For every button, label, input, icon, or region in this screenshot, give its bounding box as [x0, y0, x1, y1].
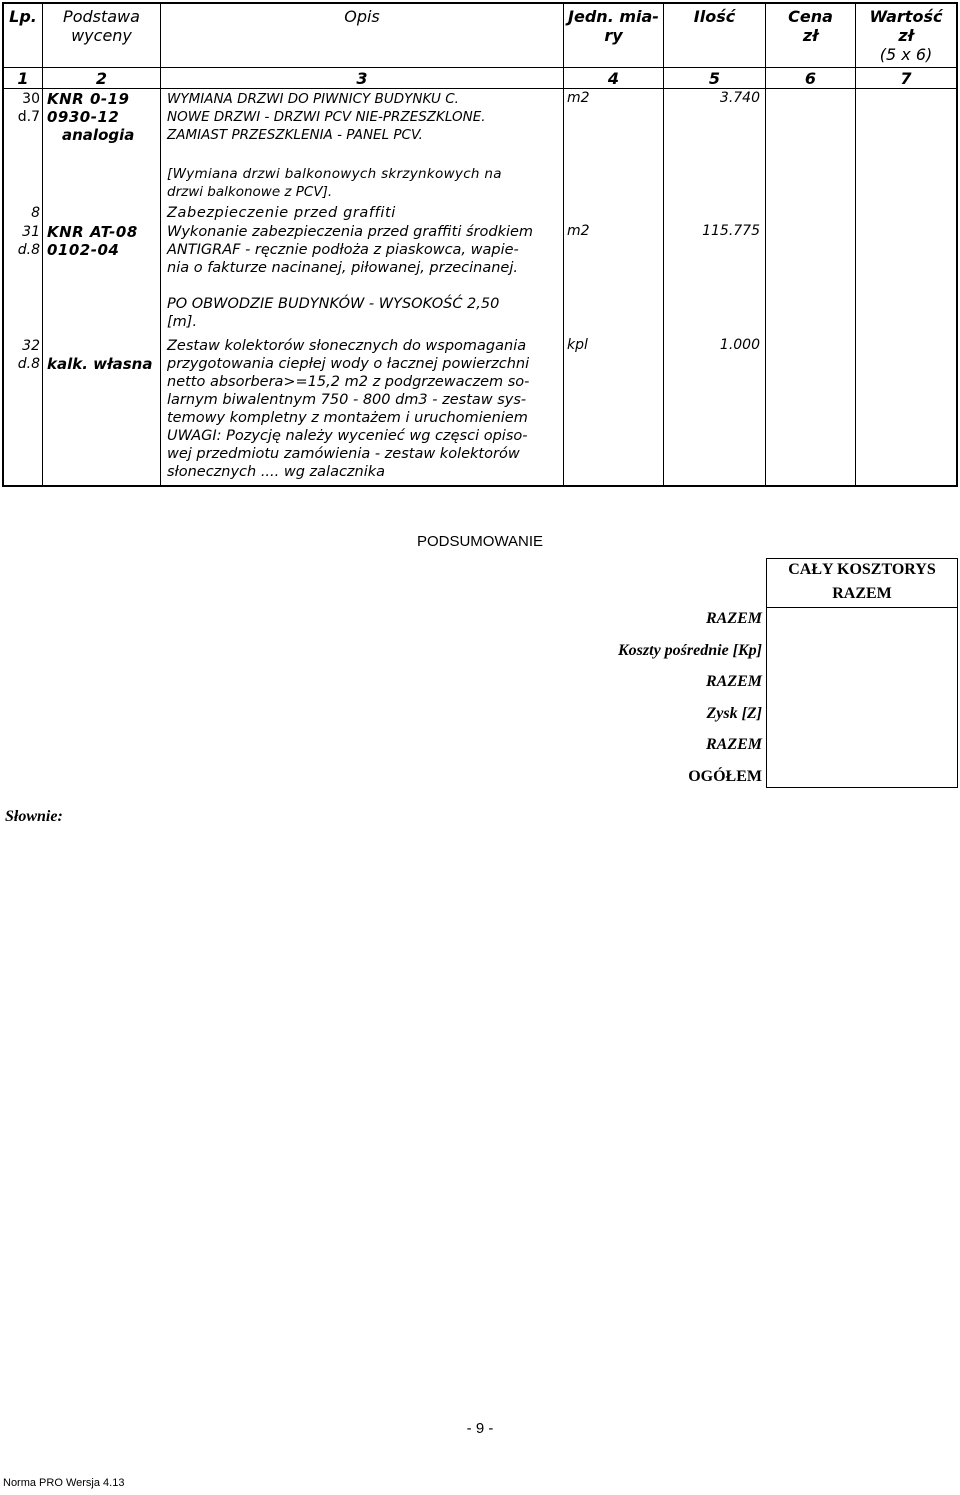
- colnum: 5: [708, 69, 721, 88]
- table-vline: [956, 2, 958, 487]
- row-desc-line: ZAMIAST PRZESZKLENIA - PANEL PCV.: [167, 127, 423, 143]
- header-lp: Lp.: [9, 7, 37, 26]
- table-border-top: [2, 2, 958, 4]
- header-opis: Opis: [344, 7, 380, 26]
- row-desc-line: przygotowania ciepłej wody o łacznej powierzchni: [167, 356, 530, 372]
- section-lp: 8: [31, 205, 40, 221]
- row-lp-dept: d.8: [17, 356, 40, 372]
- header-wartosc-line2: zł: [898, 26, 914, 45]
- row-basis-line: KNR AT-08: [47, 223, 138, 241]
- summary-zysk: Zysk [Z]: [706, 705, 762, 722]
- footer-version: Norma PRO Wersja 4.13: [3, 1477, 125, 1489]
- row-desc-line: PO OBWODZIE BUDYNKÓW - WYSOKOŚĆ 2,50: [167, 296, 500, 312]
- row-lp: [6, 223, 42, 259]
- header-wartosc-line1: Wartość: [869, 7, 943, 26]
- row-qty: 115.775: [702, 223, 760, 239]
- header-podstawa-line1: Podstawa: [63, 7, 140, 26]
- table-colnum-rule: [2, 88, 958, 89]
- summary-box-divider: [766, 607, 958, 608]
- row-desc-line: netto absorbera>=15,2 m2 z podgrzewaczem so-: [167, 374, 530, 390]
- row-desc-line: WYMIANA DRZWI DO PIWNICY BUDYNKU C.: [167, 91, 459, 107]
- header-cena-line1: Cena: [788, 7, 833, 26]
- colnum: 3: [356, 69, 368, 88]
- header-podstawa-line2: wyceny: [71, 26, 132, 45]
- row-qty: 1.000: [719, 337, 760, 353]
- header-jedn: [564, 7, 663, 45]
- row-desc-line: NOWE DRZWI - DRZWI PCV NIE-PRZESZKLONE.: [167, 109, 486, 125]
- row-basis-line: 0102-04: [47, 241, 120, 259]
- summary-razem-1: RAZEM: [705, 610, 762, 627]
- page-number: - 9 -: [466, 1420, 494, 1437]
- summary-ogolem: OGÓŁEM: [688, 768, 762, 785]
- row-basis: [47, 355, 152, 373]
- row-unit: m2: [567, 223, 590, 239]
- row-lp-number: 30: [22, 91, 40, 107]
- header-jedn-line2: ry: [604, 26, 623, 45]
- row-lp-number: 32: [22, 338, 40, 354]
- row-lp: [6, 90, 42, 126]
- header-cena: [766, 7, 855, 45]
- row-basis: [47, 90, 134, 144]
- row-desc-line: ANTIGRAF - ręcznie podłoża z piaskowca, wapie-: [167, 242, 519, 258]
- row-qty: 3.740: [719, 90, 760, 106]
- header-wartosc: [856, 7, 956, 64]
- row-basis-line: 0930-12: [47, 108, 120, 126]
- row-basis: [47, 223, 138, 259]
- row-description: [167, 223, 533, 331]
- table-header-rule: [2, 67, 958, 68]
- row-lp: [6, 337, 42, 373]
- row-desc-line: larnym biwalentnym 750 - 800 dm3 - zestaw sys-: [167, 392, 527, 408]
- colnum: 6: [804, 69, 817, 88]
- header-podstawa: [43, 7, 160, 45]
- row-basis-line: analogia: [62, 126, 135, 144]
- table-border-bottom: [2, 485, 958, 487]
- row-desc-line: UWAGI: Pozycję należy wycenieć wg częsci opiso-: [167, 428, 528, 444]
- header-ilosc: Ilość: [693, 7, 736, 26]
- summary-box-razem: RAZEM: [832, 585, 892, 602]
- header-cena-line2: zł: [802, 26, 819, 45]
- row-desc-line: nia o fakturze nacinanej, piłowanej, przecinanej.: [167, 260, 518, 276]
- row-desc-line: Wykonanie zabezpieczenia przed graffiti środkiem: [167, 224, 534, 240]
- row-description: [167, 90, 502, 201]
- row-desc-line: słonecznych .... wg zalacznika: [167, 464, 386, 480]
- summary-razem-3: RAZEM: [705, 736, 762, 753]
- row-lp-dept: d.7: [17, 109, 40, 125]
- row-unit: m2: [567, 90, 590, 106]
- row-description: [167, 337, 529, 481]
- colnum: 1: [17, 69, 29, 88]
- summary-razem-2: RAZEM: [705, 673, 762, 690]
- header-wartosc-line3: (5 x 6): [879, 45, 933, 64]
- section-title: Zabezpieczenie przed graffiti: [167, 205, 396, 221]
- row-desc-line: drzwi balkonowe z PCV].: [167, 184, 333, 200]
- row-lp-number: 31: [22, 224, 40, 240]
- summary-koszty: Koszty pośrednie [Kp]: [618, 642, 762, 659]
- row-lp-dept: d.8: [17, 242, 40, 258]
- row-basis-line: KNR 0-19: [47, 90, 130, 108]
- row-desc-line: Zestaw kolektorów słonecznych do wspomagania: [167, 338, 527, 354]
- colnum: 4: [607, 69, 620, 88]
- slownie-label: Słownie:: [5, 808, 63, 825]
- row-desc-line: [m].: [167, 314, 198, 330]
- row-basis-line: kalk. własna: [47, 355, 153, 373]
- summary-box-title: CAŁY KOSZTORYS: [788, 561, 936, 578]
- row-unit: kpl: [567, 337, 588, 353]
- row-desc-line: temowy kompletny z montażem i uruchomieniem: [167, 410, 528, 426]
- header-jedn-line1: Jedn. mia-: [568, 7, 659, 26]
- colnum: 2: [95, 69, 108, 88]
- row-desc-line: wej przedmiotu zamówienia - zestaw kolektorów: [167, 446, 520, 462]
- row-desc-line: [Wymiana drzwi balkonowych skrzynkowych na: [167, 166, 502, 182]
- colnum: 7: [900, 69, 912, 88]
- summary-title: PODSUMOWANIE: [416, 533, 544, 550]
